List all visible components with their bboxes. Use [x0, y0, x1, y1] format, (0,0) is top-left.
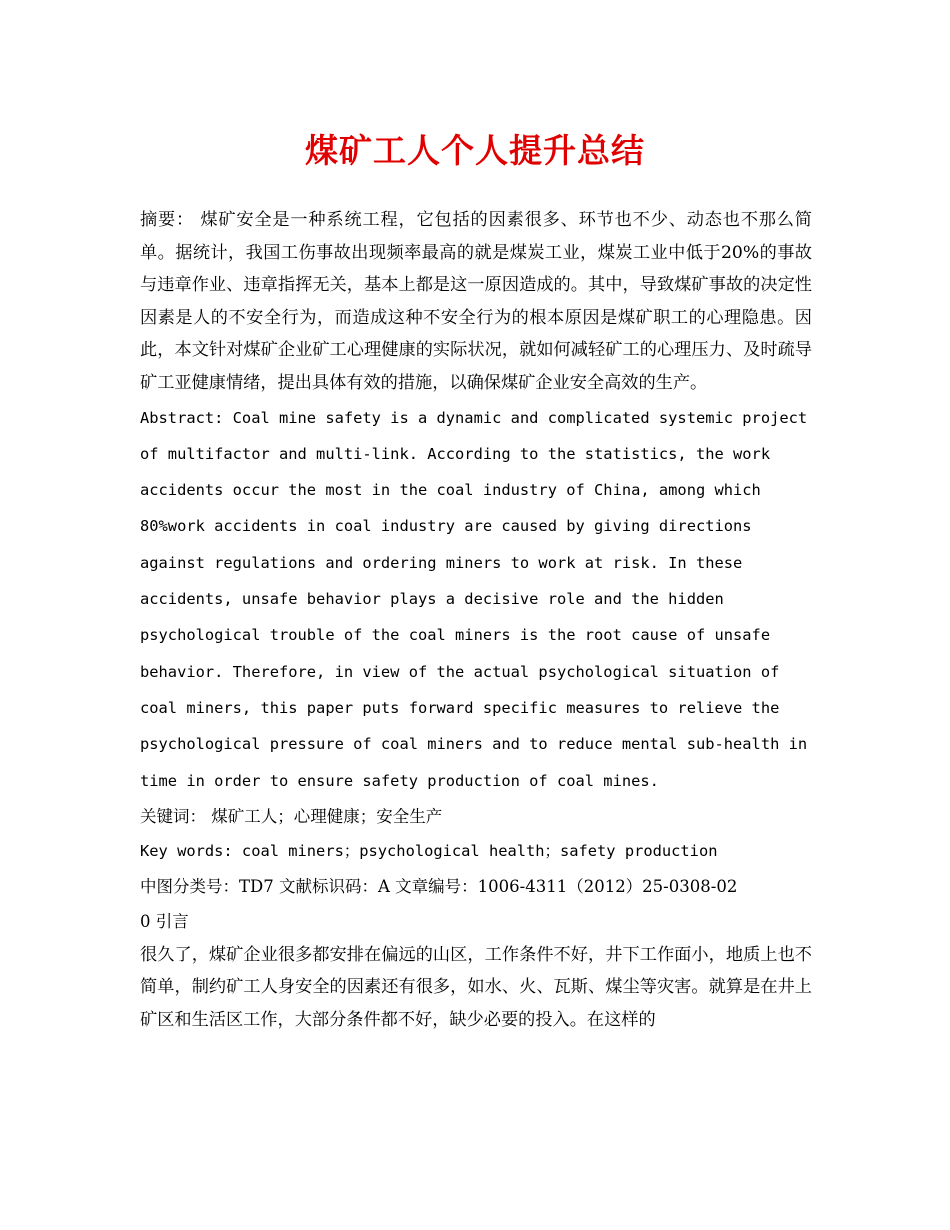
keywords-english: Key words: coal miners；psychological health；safety production [140, 841, 718, 860]
classification-line: 中图分类号：TD7 文献标识码：A 文章编号：1006-4311（2012）25-0308-02 [140, 876, 738, 896]
document-title: 煤矿工人个人提升总结 [305, 131, 645, 170]
abstract-english: Abstract: Coal mine safety is a dynamic and complicated systemic project of multifactor and multi-link. According to the statistics, the work accidents occur the most in the coal industry of China, among which 80%work accidents in coal industry are caused by giving directions against regulations and ordering miners to work at risk. In these accidents, unsafe behavior plays a decisive role and the hidden psychological trouble of the coal miners is the root cause of unsafe behavior. Therefore, in view of the actual psychological situation of coal miners, this paper puts forward specific measures to relieve the psychological pressure of coal miners and to reduce mental sub-health in time in order to ensure safety production of coal mines. [140, 408, 808, 790]
section-heading: 0 引言 [140, 911, 189, 931]
abstract-chinese: 摘要： 煤矿安全是一种系统工程，它包括的因素很多、环节也不少、动态也不那么简单。据统计，我国工伤事故出现频率最高的就是煤炭工业，煤炭工业中低于20%的事故与违章作业、违章指挥无关，基本上都是这一原因造成的。其中，导致煤矿事故的决定性因素是人的不安全行为，而造成这种不安全行为的根本原因是煤矿职工的心理隐患。因此，本文针对煤矿企业矿工心理健康的实际状况，就如何减轻矿工的心理压力、及时疏导矿工亚健康情绪，提出具体有效的措施，以确保煤矿企业安全高效的生产。 [140, 210, 812, 393]
keywords-chinese: 关键词： 煤矿工人；心理健康；安全生产 [140, 806, 443, 826]
document-body [140, 204, 812, 1037]
intro-paragraph: 很久了，煤矿企业很多都安排在偏远的山区，工作条件不好，井下工作面小，地质上也不简单，制约矿工人身安全的因素还有很多，如水、火、瓦斯、煤尘等灾害。就算是在井上矿区和生活区工作，大部分条件都不好，缺少必要的投入。在这样的 [140, 944, 812, 1031]
